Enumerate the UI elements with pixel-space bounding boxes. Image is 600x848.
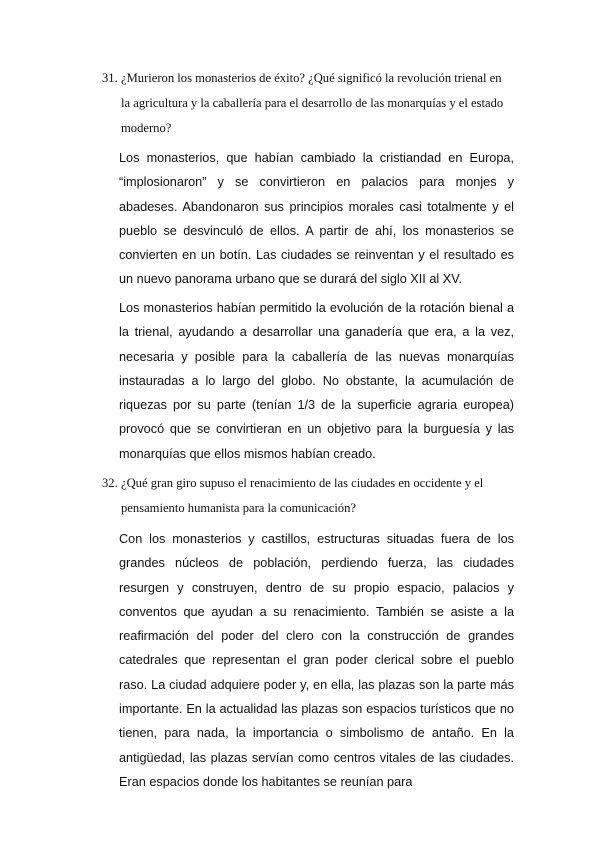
question-32: [102, 471, 512, 521]
question-31: [102, 66, 512, 141]
answer-paragraph: Los monasterios, que habían cambiado la cristiandad en Europa, “implosionaron” y se convirtieron en palacios para monjes y abadeses. Abandonaron sus principios morales casi totalmente y el pueblo se desvinculó de ellos. A partir de ahí, los monasterios se convierten en un botín. Las ciudades se reinventan y el resultado es un nuevo panorama urbano que se durará del siglo XII al XV.: [119, 151, 514, 287]
answer-paragraph: Con los monasterios y castillos, estructuras situadas fuera de los grandes núcleos de población, perdiendo fuerza, las ciudades resurgen y construyen, dentro de su propio espacio, palacios y conventos que ayudan a su renacimiento. También se asiste a la reafirmación del poder del clero con la construcción de grandes catedrales que representan el gran poder clerical sobre el pueblo raso. La ciudad adquiere poder y, en ella, las plazas son la parte más importante. En la actualidad las plazas son espacios turísticos que no tienen, para nada, la importancia o simbolismo de antaño. En la antigüedad, las plazas servían como centros vitales de las ciudades. Eran espacios donde los habitantes se reunían para: [119, 532, 514, 789]
question-text: ¿Murieron los monasterios de éxito? ¿Qué significó la revolución trienal en la agricultura y la caballería para el desarrollo de las monarquías y el estado moderno?: [121, 71, 504, 135]
answer-paragraph: Los monasterios habían permitido la evolución de la rotación bienal a la trienal, ayudando a desarrollar una ganadería que era, a la vez, necesaria y posible para la caballería de las nuevas monarquías instauradas a lo largo del globo. No obstante, la acumulación de riquezas por su parte (tenían 1/3 de la superficie agraria europea) provocó que se convirtieran en un objetivo para la burguesía y las monarquías que ellos mismos habían creado.: [119, 301, 514, 461]
question-number: 32.: [102, 476, 118, 490]
question-number: 31.: [102, 71, 118, 85]
question-text: ¿Qué gran giro supuso el renacimiento de las ciudades en occidente y el pensamiento humanista para la comunicación?: [121, 476, 484, 515]
